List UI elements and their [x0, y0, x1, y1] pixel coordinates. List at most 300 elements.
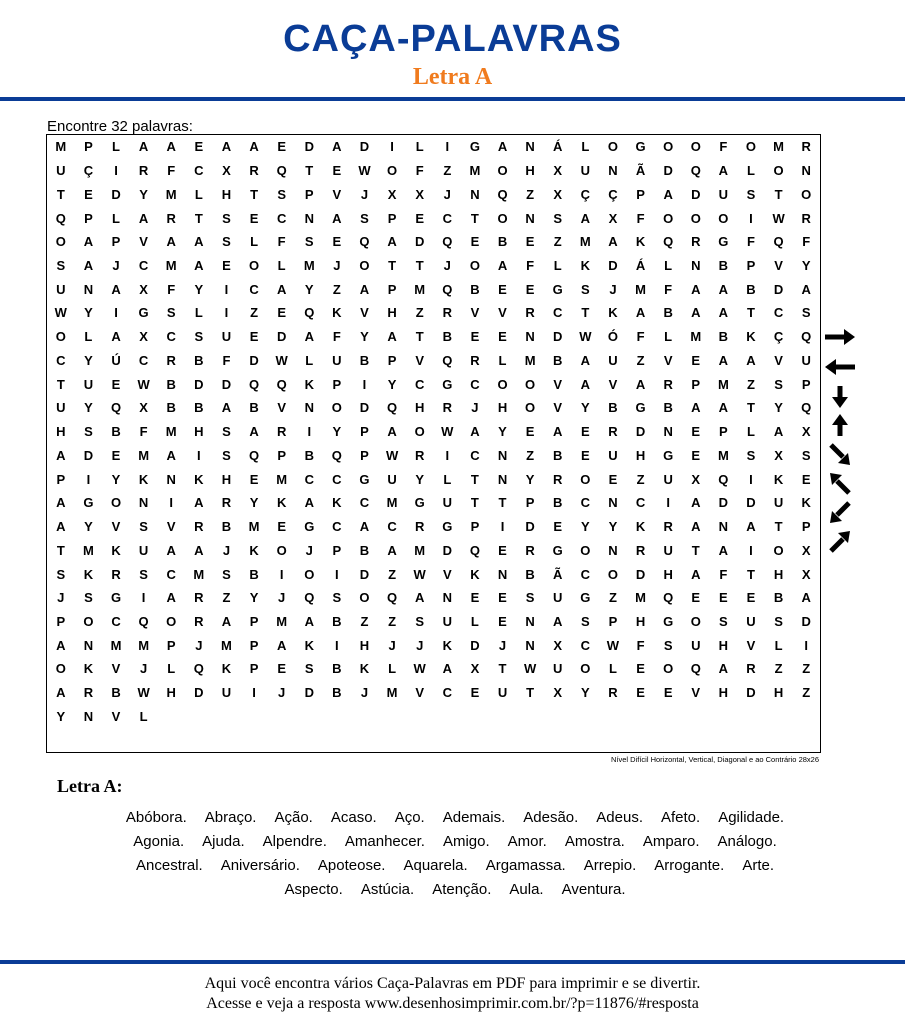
grid-cell[interactable]: T: [56, 376, 65, 392]
grid-cell[interactable]: X: [139, 329, 148, 345]
grid-cell[interactable]: F: [747, 234, 755, 250]
grid-cell[interactable]: E: [663, 685, 673, 701]
grid-cell[interactable]: T: [498, 661, 507, 677]
grid-cell[interactable]: K: [580, 258, 591, 273]
grid-cell[interactable]: S: [801, 305, 811, 321]
grid-cell[interactable]: Z: [636, 352, 645, 368]
grid-cell[interactable]: R: [525, 542, 535, 558]
grid-cell[interactable]: S: [222, 447, 231, 463]
grid-cell[interactable]: A: [359, 519, 370, 535]
grid-cell[interactable]: A: [580, 210, 591, 226]
grid-cell[interactable]: D: [249, 352, 259, 368]
grid-cell[interactable]: R: [801, 139, 811, 155]
grid-cell[interactable]: A: [166, 447, 176, 463]
grid-cell[interactable]: Z: [553, 234, 562, 250]
grid-cell[interactable]: I: [86, 471, 91, 487]
grid-cell[interactable]: L: [747, 424, 755, 440]
grid-cell[interactable]: Y: [139, 186, 148, 202]
grid-cell[interactable]: O: [248, 258, 260, 273]
grid-cell[interactable]: D: [746, 495, 756, 511]
grid-cell[interactable]: T: [526, 685, 535, 701]
grid-cell[interactable]: A: [138, 210, 149, 226]
grid-cell[interactable]: A: [111, 329, 121, 345]
grid-cell[interactable]: U: [553, 661, 563, 677]
grid-cell[interactable]: H: [194, 424, 204, 440]
grid-cell[interactable]: A: [194, 258, 204, 273]
grid-cell[interactable]: R: [194, 613, 204, 629]
grid-cell[interactable]: F: [664, 281, 673, 297]
grid-cell[interactable]: E: [277, 519, 286, 535]
grid-cell[interactable]: H: [387, 305, 397, 321]
grid-cell[interactable]: Q: [276, 376, 287, 392]
grid-cell[interactable]: A: [691, 566, 701, 582]
grid-cell[interactable]: U: [221, 329, 232, 345]
grid-cell[interactable]: D: [359, 400, 370, 416]
grid-cell[interactable]: E: [249, 471, 259, 487]
grid-cell[interactable]: I: [141, 590, 146, 606]
grid-cell[interactable]: E: [525, 424, 535, 440]
grid-cell[interactable]: R: [194, 590, 204, 606]
grid-cell[interactable]: I: [362, 376, 367, 392]
grid-cell[interactable]: P: [387, 352, 397, 368]
grid-cell[interactable]: O: [607, 139, 618, 155]
grid-cell[interactable]: Z: [250, 305, 259, 321]
grid-cell[interactable]: N: [691, 258, 701, 273]
grid-cell[interactable]: O: [497, 163, 508, 179]
grid-cell[interactable]: B: [166, 400, 176, 416]
grid-cell[interactable]: W: [54, 305, 67, 321]
grid-cell[interactable]: N: [497, 447, 508, 463]
grid-cell[interactable]: C: [470, 447, 480, 463]
grid-cell[interactable]: E: [719, 590, 728, 606]
grid-cell[interactable]: G: [414, 495, 425, 511]
grid-cell[interactable]: P: [719, 424, 728, 440]
grid-cell[interactable]: A: [691, 400, 701, 416]
grid-cell[interactable]: O: [718, 210, 729, 226]
grid-cell[interactable]: E: [111, 376, 121, 392]
grid-cell[interactable]: G: [552, 542, 563, 558]
grid-cell[interactable]: H: [635, 613, 646, 629]
grid-cell[interactable]: Z: [802, 661, 811, 677]
grid-cell[interactable]: E: [498, 613, 507, 629]
grid-cell[interactable]: T: [388, 258, 397, 273]
grid-cell[interactable]: N: [83, 637, 94, 653]
grid-cell[interactable]: J: [360, 186, 369, 202]
grid-cell[interactable]: L: [664, 258, 673, 273]
grid-cell[interactable]: W: [137, 685, 150, 701]
grid-cell[interactable]: R: [221, 495, 232, 511]
grid-cell[interactable]: N: [497, 566, 508, 582]
grid-cell[interactable]: S: [56, 566, 66, 582]
grid-cell[interactable]: R: [553, 471, 563, 487]
grid-cell[interactable]: A: [691, 519, 701, 535]
grid-cell[interactable]: R: [194, 519, 204, 535]
grid-cell[interactable]: X: [553, 186, 563, 202]
grid-cell[interactable]: S: [581, 613, 590, 629]
grid-cell[interactable]: Y: [194, 281, 204, 297]
grid-cell[interactable]: X: [553, 637, 563, 653]
grid-cell[interactable]: M: [276, 471, 288, 487]
grid-cell[interactable]: S: [139, 519, 148, 535]
grid-cell[interactable]: P: [608, 613, 618, 629]
grid-cell[interactable]: O: [745, 139, 757, 155]
grid-cell[interactable]: Y: [498, 424, 507, 440]
grid-cell[interactable]: O: [580, 661, 591, 677]
grid-cell[interactable]: J: [222, 542, 231, 558]
grid-cell[interactable]: B: [553, 352, 563, 368]
grid-cell[interactable]: P: [387, 210, 397, 226]
grid-cell[interactable]: K: [221, 661, 232, 677]
grid-cell[interactable]: L: [415, 139, 424, 155]
grid-cell[interactable]: K: [359, 661, 370, 677]
grid-cell[interactable]: S: [553, 210, 563, 226]
grid-cell[interactable]: A: [663, 186, 673, 202]
grid-cell[interactable]: R: [415, 447, 425, 463]
grid-cell[interactable]: Q: [331, 447, 342, 463]
grid-cell[interactable]: D: [553, 329, 563, 345]
grid-cell[interactable]: I: [114, 305, 118, 321]
grid-cell[interactable]: E: [470, 685, 480, 701]
grid-cell[interactable]: K: [470, 566, 480, 582]
grid-cell[interactable]: V: [691, 685, 701, 701]
grid-cell[interactable]: B: [470, 281, 480, 297]
grid-cell[interactable]: Q: [387, 590, 398, 606]
grid-cell[interactable]: L: [470, 613, 479, 629]
grid-cell[interactable]: L: [194, 305, 203, 321]
grid-cell[interactable]: U: [56, 281, 66, 297]
grid-cell[interactable]: A: [718, 352, 729, 368]
grid-cell[interactable]: P: [249, 637, 259, 653]
grid-cell[interactable]: Q: [469, 542, 480, 558]
grid-cell[interactable]: A: [332, 139, 342, 155]
grid-cell[interactable]: R: [83, 685, 94, 701]
grid-cell[interactable]: C: [470, 376, 480, 392]
grid-cell[interactable]: I: [114, 163, 118, 179]
grid-cell[interactable]: E: [498, 329, 507, 345]
grid-cell[interactable]: C: [415, 376, 425, 392]
grid-cell[interactable]: R: [801, 210, 811, 226]
grid-cell[interactable]: H: [497, 400, 508, 416]
grid-cell[interactable]: S: [222, 424, 231, 440]
grid-cell[interactable]: G: [359, 471, 370, 487]
grid-cell[interactable]: F: [167, 281, 176, 297]
grid-cell[interactable]: V: [166, 519, 176, 535]
grid-cell[interactable]: N: [442, 590, 452, 606]
grid-cell[interactable]: J: [609, 281, 617, 297]
grid-cell[interactable]: P: [746, 258, 756, 273]
grid-cell[interactable]: T: [691, 542, 700, 558]
grid-cell[interactable]: Y: [801, 258, 811, 273]
grid-cell[interactable]: V: [553, 376, 563, 392]
grid-cell[interactable]: R: [635, 542, 646, 558]
grid-cell[interactable]: H: [773, 685, 784, 701]
grid-cell[interactable]: X: [608, 210, 618, 226]
grid-cell[interactable]: G: [83, 495, 94, 511]
grid-cell[interactable]: I: [279, 566, 284, 582]
grid-cell[interactable]: S: [415, 613, 425, 629]
grid-cell[interactable]: E: [581, 424, 590, 440]
grid-cell[interactable]: B: [442, 329, 452, 345]
grid-cell[interactable]: O: [331, 400, 342, 416]
grid-cell[interactable]: H: [56, 424, 66, 440]
grid-cell[interactable]: A: [773, 424, 784, 440]
grid-cell[interactable]: L: [112, 210, 120, 226]
grid-cell[interactable]: O: [580, 471, 591, 487]
grid-cell[interactable]: B: [194, 400, 204, 416]
grid-cell[interactable]: K: [111, 542, 121, 558]
grid-cell[interactable]: P: [304, 186, 314, 202]
grid-cell[interactable]: H: [415, 400, 425, 416]
grid-cell[interactable]: T: [194, 210, 203, 226]
grid-cell[interactable]: S: [801, 447, 811, 463]
grid-cell[interactable]: S: [222, 234, 231, 250]
grid-cell[interactable]: X: [553, 685, 563, 701]
grid-cell[interactable]: M: [165, 424, 177, 440]
grid-cell[interactable]: P: [636, 186, 645, 202]
grid-cell[interactable]: U: [580, 163, 591, 179]
grid-cell[interactable]: O: [690, 139, 701, 155]
grid-cell[interactable]: K: [442, 637, 452, 653]
grid-cell[interactable]: S: [719, 613, 728, 629]
grid-cell[interactable]: A: [387, 424, 397, 440]
grid-cell[interactable]: X: [387, 186, 397, 202]
grid-cell[interactable]: A: [746, 519, 756, 535]
grid-cell[interactable]: Z: [747, 376, 755, 392]
grid-cell[interactable]: A: [415, 590, 425, 606]
grid-cell[interactable]: P: [249, 661, 259, 677]
grid-cell[interactable]: Z: [388, 613, 397, 629]
grid-cell[interactable]: A: [801, 281, 811, 297]
grid-cell[interactable]: Z: [360, 613, 369, 629]
grid-cell[interactable]: D: [359, 566, 370, 582]
grid-cell[interactable]: A: [442, 661, 452, 677]
grid-cell[interactable]: M: [138, 447, 150, 463]
grid-cell[interactable]: O: [55, 329, 66, 345]
grid-cell[interactable]: A: [718, 305, 729, 321]
grid-cell[interactable]: Y: [415, 471, 425, 487]
grid-cell[interactable]: C: [580, 566, 591, 582]
grid-cell[interactable]: U: [56, 163, 66, 179]
grid-cell[interactable]: A: [553, 613, 563, 629]
grid-cell[interactable]: O: [580, 542, 591, 558]
grid-cell[interactable]: E: [801, 471, 811, 487]
grid-cell[interactable]: E: [84, 186, 93, 202]
grid-cell[interactable]: C: [166, 329, 176, 345]
grid-cell[interactable]: Q: [442, 352, 453, 368]
grid-cell[interactable]: G: [442, 519, 453, 535]
grid-cell[interactable]: D: [304, 139, 314, 155]
grid-cell[interactable]: P: [525, 495, 535, 511]
grid-cell[interactable]: M: [110, 637, 122, 653]
grid-cell[interactable]: X: [415, 186, 425, 202]
grid-cell[interactable]: A: [56, 495, 66, 511]
grid-cell[interactable]: I: [749, 542, 753, 558]
grid-cell[interactable]: N: [608, 163, 618, 179]
grid-cell[interactable]: M: [773, 139, 784, 155]
grid-cell[interactable]: B: [111, 685, 121, 701]
grid-cell[interactable]: M: [82, 542, 94, 558]
grid-cell[interactable]: P: [332, 542, 342, 558]
grid-cell[interactable]: W: [413, 566, 426, 582]
grid-cell[interactable]: Y: [360, 329, 369, 345]
grid-cell[interactable]: V: [332, 186, 342, 202]
grid-cell[interactable]: N: [304, 210, 314, 226]
grid-cell[interactable]: B: [221, 519, 232, 535]
grid-cell[interactable]: Ã: [635, 163, 646, 179]
grid-cell[interactable]: E: [277, 139, 286, 155]
grid-cell[interactable]: F: [332, 329, 341, 345]
grid-cell[interactable]: G: [718, 234, 729, 250]
grid-cell[interactable]: K: [332, 495, 342, 511]
grid-cell[interactable]: L: [84, 329, 93, 345]
grid-cell[interactable]: A: [718, 542, 729, 558]
grid-cell[interactable]: V: [553, 400, 563, 416]
grid-cell[interactable]: A: [746, 352, 756, 368]
grid-cell[interactable]: M: [165, 186, 177, 202]
grid-cell[interactable]: O: [469, 258, 480, 273]
grid-cell[interactable]: M: [138, 637, 150, 653]
grid-cell[interactable]: F: [415, 163, 424, 179]
grid-cell[interactable]: S: [332, 590, 342, 606]
grid-cell[interactable]: Y: [249, 495, 259, 511]
grid-cell[interactable]: Y: [84, 519, 93, 535]
grid-cell[interactable]: A: [221, 400, 232, 416]
grid-cell[interactable]: P: [277, 447, 286, 463]
grid-cell[interactable]: E: [581, 447, 590, 463]
grid-cell[interactable]: M: [276, 613, 288, 629]
grid-cell[interactable]: B: [249, 566, 259, 582]
grid-cell[interactable]: L: [774, 637, 783, 653]
grid-cell[interactable]: E: [415, 210, 425, 226]
grid-cell[interactable]: Y: [581, 685, 590, 701]
grid-cell[interactable]: B: [249, 400, 259, 416]
grid-cell[interactable]: Q: [773, 234, 784, 250]
grid-cell[interactable]: X: [691, 471, 701, 487]
grid-cell[interactable]: O: [276, 542, 287, 558]
grid-cell[interactable]: T: [774, 186, 783, 202]
grid-cell[interactable]: V: [608, 376, 618, 392]
grid-cell[interactable]: Q: [442, 234, 453, 250]
grid-cell[interactable]: R: [111, 566, 121, 582]
grid-cell[interactable]: D: [608, 258, 618, 273]
grid-cell[interactable]: Z: [415, 305, 424, 321]
grid-cell[interactable]: T: [250, 186, 259, 202]
grid-cell[interactable]: A: [56, 519, 66, 535]
grid-cell[interactable]: X: [553, 163, 563, 179]
grid-cell[interactable]: E: [691, 352, 701, 368]
grid-cell[interactable]: O: [773, 163, 784, 179]
grid-cell[interactable]: E: [111, 447, 121, 463]
grid-cell[interactable]: X: [801, 566, 811, 582]
grid-cell[interactable]: N: [304, 400, 314, 416]
grid-cell[interactable]: L: [664, 329, 673, 345]
grid-cell[interactable]: T: [581, 305, 590, 321]
grid-cell[interactable]: T: [470, 495, 479, 511]
grid-cell[interactable]: D: [470, 637, 480, 653]
grid-cell[interactable]: E: [525, 281, 535, 297]
grid-cell[interactable]: S: [774, 613, 783, 629]
grid-cell[interactable]: L: [139, 708, 148, 724]
grid-cell[interactable]: Q: [248, 376, 260, 392]
grid-cell[interactable]: N: [83, 708, 94, 724]
grid-cell[interactable]: I: [335, 637, 339, 653]
grid-cell[interactable]: W: [441, 424, 454, 440]
grid-cell[interactable]: N: [525, 329, 535, 345]
grid-cell[interactable]: C: [194, 163, 204, 179]
grid-cell[interactable]: A: [718, 661, 729, 677]
grid-cell[interactable]: O: [359, 590, 370, 606]
grid-cell[interactable]: M: [635, 281, 646, 297]
grid-cell[interactable]: N: [718, 519, 729, 535]
grid-cell[interactable]: J: [278, 590, 286, 606]
grid-cell[interactable]: N: [525, 637, 535, 653]
grid-cell[interactable]: W: [772, 210, 785, 226]
grid-cell[interactable]: Q: [690, 661, 701, 677]
grid-cell[interactable]: R: [276, 424, 287, 440]
grid-cell[interactable]: U: [56, 400, 66, 416]
grid-cell[interactable]: V: [111, 519, 121, 535]
grid-cell[interactable]: U: [746, 613, 756, 629]
grid-cell[interactable]: D: [194, 376, 204, 392]
grid-cell[interactable]: A: [635, 376, 646, 392]
grid-cell[interactable]: S: [222, 566, 231, 582]
grid-cell[interactable]: Ã: [553, 566, 563, 582]
grid-cell[interactable]: V: [498, 305, 507, 321]
grid-cell[interactable]: D: [635, 566, 646, 582]
grid-cell[interactable]: Y: [581, 519, 590, 535]
grid-cell[interactable]: C: [442, 210, 452, 226]
grid-cell[interactable]: O: [83, 613, 94, 629]
grid-cell[interactable]: E: [470, 329, 480, 345]
grid-cell[interactable]: C: [166, 566, 176, 582]
grid-cell[interactable]: A: [194, 542, 204, 558]
grid-cell[interactable]: K: [801, 495, 811, 511]
grid-cell[interactable]: A: [221, 139, 232, 155]
grid-cell[interactable]: B: [359, 352, 370, 368]
grid-cell[interactable]: P: [387, 281, 397, 297]
grid-cell[interactable]: L: [498, 352, 507, 368]
grid-cell[interactable]: D: [525, 519, 535, 535]
grid-cell[interactable]: F: [167, 163, 176, 179]
grid-cell[interactable]: M: [221, 637, 232, 653]
grid-cell[interactable]: G: [469, 139, 480, 155]
grid-cell[interactable]: Q: [801, 329, 812, 345]
grid-cell[interactable]: Q: [690, 163, 701, 179]
grid-cell[interactable]: U: [553, 590, 563, 606]
grid-cell[interactable]: N: [525, 613, 535, 629]
grid-cell[interactable]: D: [442, 542, 452, 558]
grid-cell[interactable]: C: [387, 519, 397, 535]
grid-cell[interactable]: Ó: [607, 329, 618, 345]
grid-cell[interactable]: Y: [111, 471, 121, 487]
grid-cell[interactable]: M: [165, 258, 177, 273]
grid-cell[interactable]: Q: [138, 613, 149, 629]
grid-cell[interactable]: A: [138, 139, 149, 155]
grid-cell[interactable]: B: [166, 376, 176, 392]
grid-cell[interactable]: N: [497, 471, 508, 487]
grid-cell[interactable]: Z: [802, 685, 811, 701]
grid-cell[interactable]: D: [718, 495, 729, 511]
grid-cell[interactable]: W: [137, 376, 150, 392]
grid-cell[interactable]: I: [445, 447, 450, 463]
grid-cell[interactable]: Q: [110, 400, 122, 416]
grid-cell[interactable]: Q: [442, 281, 453, 297]
grid-cell[interactable]: M: [248, 519, 260, 535]
grid-cell[interactable]: T: [56, 186, 65, 202]
grid-cell[interactable]: C: [56, 352, 66, 368]
grid-cell[interactable]: Y: [387, 376, 397, 392]
grid-cell[interactable]: P: [56, 613, 66, 629]
